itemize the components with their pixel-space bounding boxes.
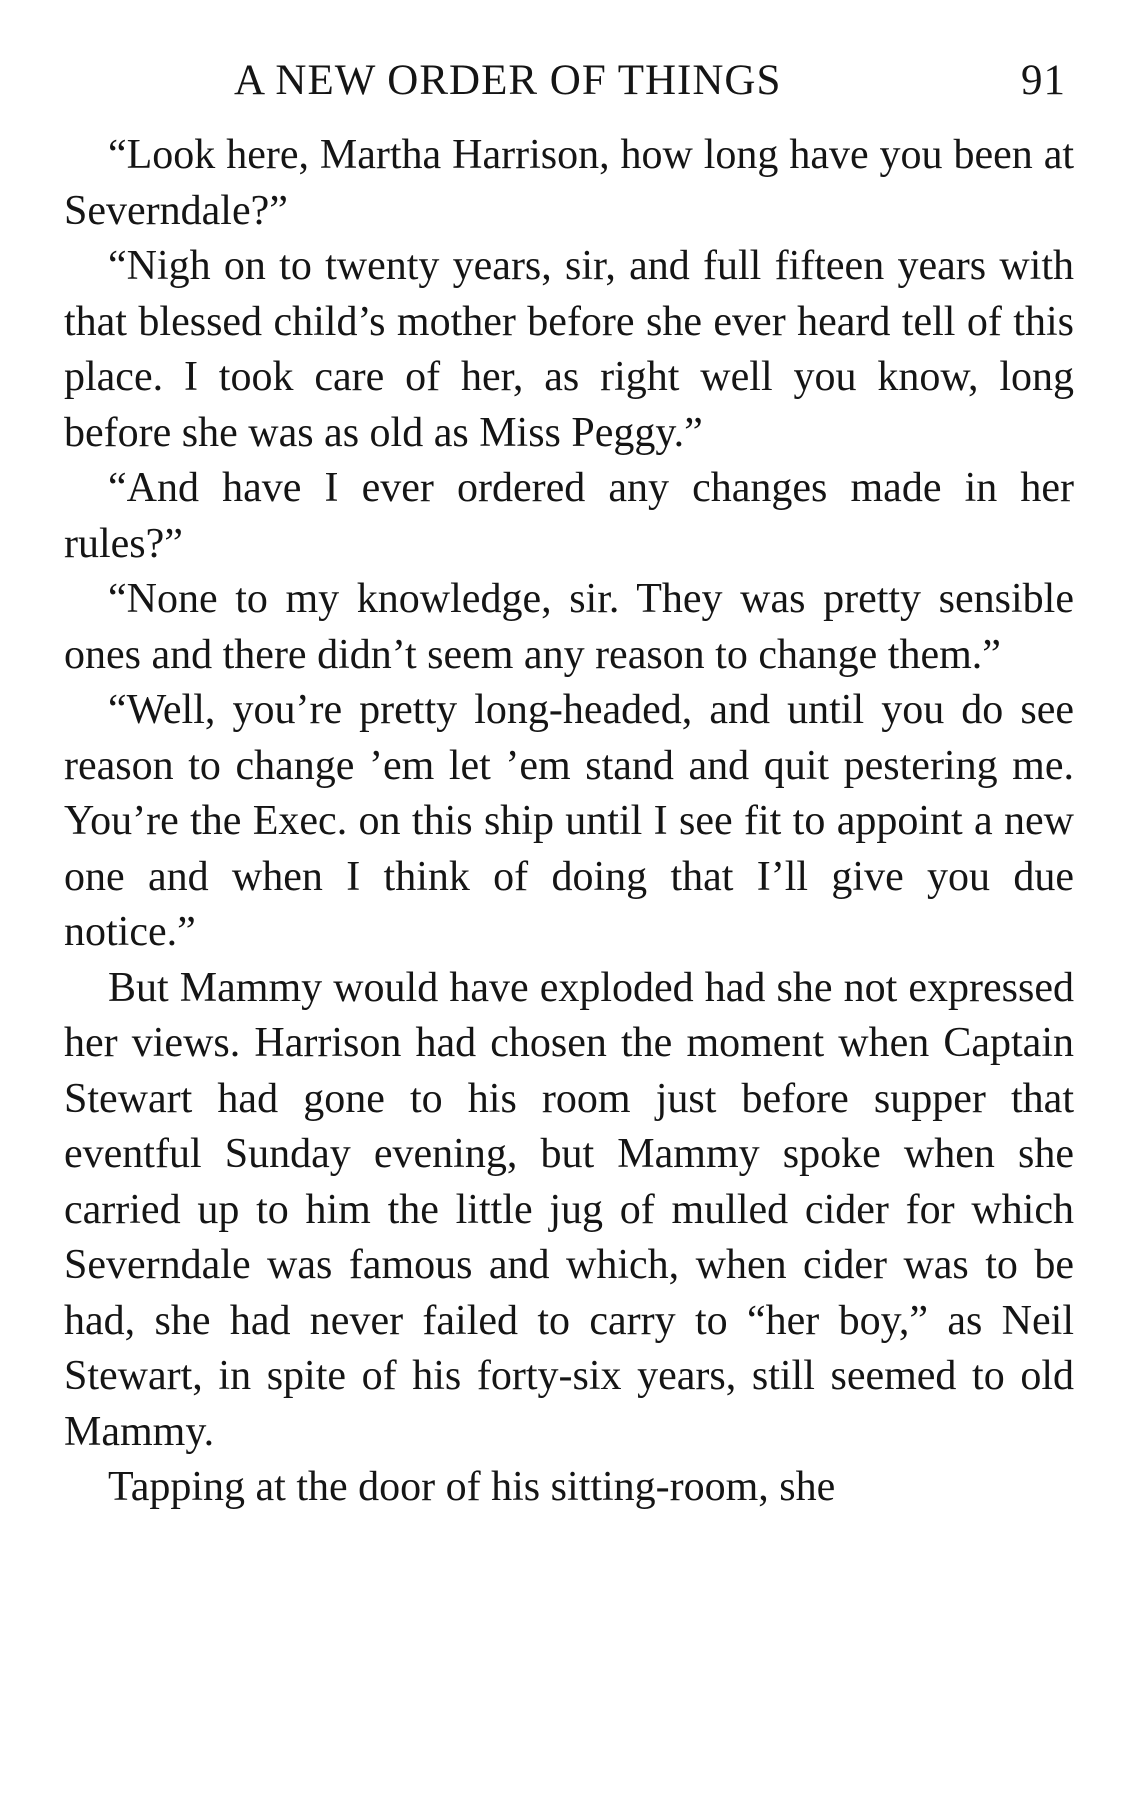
paragraph-1: “Look here, Martha Harrison, how long have you been at Severndale?” <box>64 132 1074 234</box>
paragraph-6: But Mammy would have exploded had she not expressed her views. Harrison had chosen the moment when Captain Stewart had gone to his room just before supper that eventful Sunday evening, but Mammy spoke when she carried up to him the little jug of mulled cider for which Severndale was famous and which, when cider was to be had, she had never failed to carry to “her boy,” as Neil Stewart, in spite of his forty-six years, still seemed to old Mammy. <box>64 964 1074 1455</box>
paragraph-7: Tapping at the door of his sitting-room, she <box>108 1464 836 1510</box>
page-number: 91 <box>1021 57 1066 104</box>
running-title: A NEW ORDER OF THINGS <box>234 57 782 104</box>
paragraph-2: “Nigh on to twenty years, sir, and full fifteen years with that blessed child’s mother before she ever heard tell of this place. I took care of her, as right well you know, long before she was as old as Miss Peggy.” <box>64 243 1074 456</box>
book-page <box>64 56 1074 1516</box>
paragraph-5: “Well, you’re pretty long-headed, and until you do see reason to change ’em let ’em stand and quit pestering me. You’re the Exec. on this ship until I see fit to appoint a new one and when I think of doing that I’ll give you due notice.” <box>64 687 1074 955</box>
body-text <box>64 128 1074 1516</box>
paragraph-3: “And have I ever ordered any changes made in her rules?” <box>64 465 1074 567</box>
running-header <box>64 56 1074 116</box>
paragraph-4: “None to my knowledge, sir. They was pretty sensible ones and there didn’t seem any reason to change them.” <box>64 576 1074 678</box>
